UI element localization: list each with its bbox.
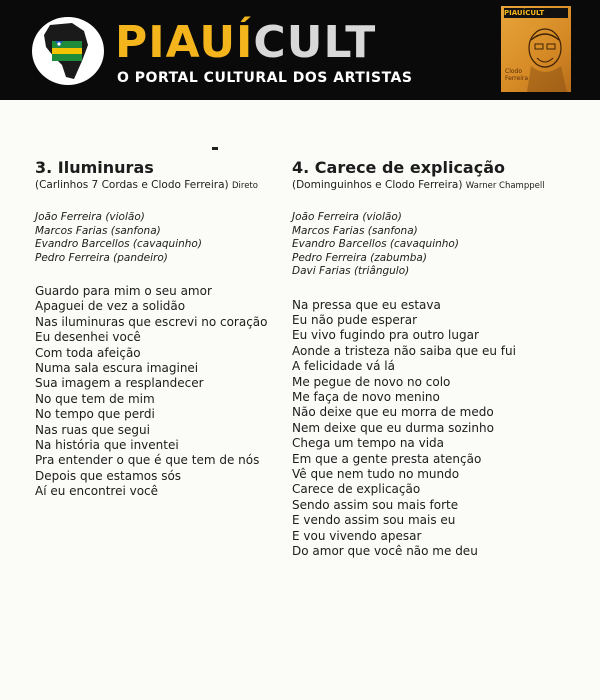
musician-credit: João Ferreira (violão) (292, 211, 402, 223)
lyric-line: Na história que inventei (35, 438, 179, 453)
lyric-line: Eu não pude esperar (292, 312, 418, 327)
lyric-line: Nem deixe que eu durma sozinho (292, 420, 494, 435)
lyric-line: Na pressa que eu estava (292, 297, 441, 312)
lyrics-block (35, 284, 285, 500)
brand-part2: CULT (253, 17, 377, 68)
lyric-line: Me pegue de novo no colo (292, 374, 451, 389)
lyric-line: Guardo para mim o seu amor (35, 284, 212, 298)
lyric-line: Carece de explicação (292, 482, 421, 497)
musician-credit: João Ferreira (violão) (35, 211, 145, 223)
lyric-line: Não deixe que eu morra de medo (292, 405, 494, 420)
stray-mark (212, 147, 218, 150)
lyric-line: Me faça de novo menino (292, 389, 440, 404)
song-publisher: Direto (231, 181, 258, 191)
lyric-line: Pra entender o que é que tem de nós (35, 453, 260, 468)
song-carece-de-explicacao (292, 158, 582, 559)
lyric-line: Depois que estamos sós (35, 468, 182, 483)
album-thumbnail[interactable] (501, 6, 571, 92)
header-banner (0, 0, 600, 100)
lyric-line: Do amor que você não me deu (292, 544, 478, 558)
lyric-line: Numa sala escura imaginei (35, 361, 199, 376)
lyric-line: Eu desenhei você (35, 330, 141, 345)
musician-credit: Evandro Barcellos (cavaquinho) (292, 238, 459, 250)
musician-credit: Marcos Farias (sanfona) (292, 224, 418, 237)
musicians-list (292, 211, 582, 279)
song-iluminuras (35, 158, 285, 500)
brand-part1: PIAUÍ (115, 17, 254, 68)
song-publisher: Warner Champpell (465, 181, 545, 191)
lyric-line: Chega um tempo na vida (292, 436, 444, 451)
lyric-line: No tempo que perdi (35, 407, 155, 422)
thumbnail-artist-name: Clodo Ferreira (505, 68, 529, 82)
lyric-line: E vendo assim sou mais eu (292, 513, 456, 528)
lyric-line: A felicidade vá lá (292, 359, 395, 374)
site-logo[interactable] (115, 17, 377, 68)
musician-credit: Evandro Barcellos (cavaquinho) (35, 238, 202, 250)
song-credits (292, 178, 582, 193)
lyric-line: Aonde a tristeza não saiba que eu fui (292, 343, 516, 358)
song-title: 3. Iluminuras (35, 158, 154, 177)
lyric-line: No que tem de mim (35, 391, 155, 406)
lyric-line: Sua imagem a resplandecer (35, 376, 204, 391)
lyric-line: E vou vivendo apesar (292, 528, 422, 543)
lyric-line: Em que a gente presta atenção (292, 451, 482, 466)
lyric-line: Nas iluminuras que escrevi no coração (35, 314, 268, 329)
musician-credit: Marcos Farias (sanfona) (35, 224, 161, 237)
song-title: 4. Carece de explicação (292, 158, 505, 177)
site-tagline: O PORTAL CULTURAL DOS ARTISTAS (117, 70, 413, 86)
song-credits (35, 178, 285, 193)
lyric-line: Nas ruas que segui (35, 422, 150, 437)
thumbnail-brand: PIAUÍCULT (504, 8, 568, 18)
musicians-list (35, 211, 285, 265)
musician-credit: Pedro Ferreira (pandeiro) (35, 251, 168, 264)
lyrics-block (292, 298, 582, 560)
lyric-line: Com toda afeição (35, 345, 141, 360)
lyric-line: Aí eu encontrei você (35, 484, 159, 499)
song-authors: (Carlinhos 7 Cordas e Clodo Ferreira) (35, 179, 229, 191)
lyric-line: Eu vivo fugindo pra outro lugar (292, 328, 479, 343)
lyric-line: Sendo assim sou mais forte (292, 497, 459, 512)
song-authors: (Dominguinhos e Clodo Ferreira) (292, 179, 463, 191)
lyric-line: Vê que nem tudo no mundo (292, 466, 460, 481)
lyric-line: Apaguei de vez a solidão (35, 299, 186, 314)
piaui-map-flag-icon[interactable] (32, 17, 104, 85)
musician-credit: Davi Farias (triângulo) (292, 265, 410, 277)
musician-credit: Pedro Ferreira (zabumba) (292, 251, 427, 264)
